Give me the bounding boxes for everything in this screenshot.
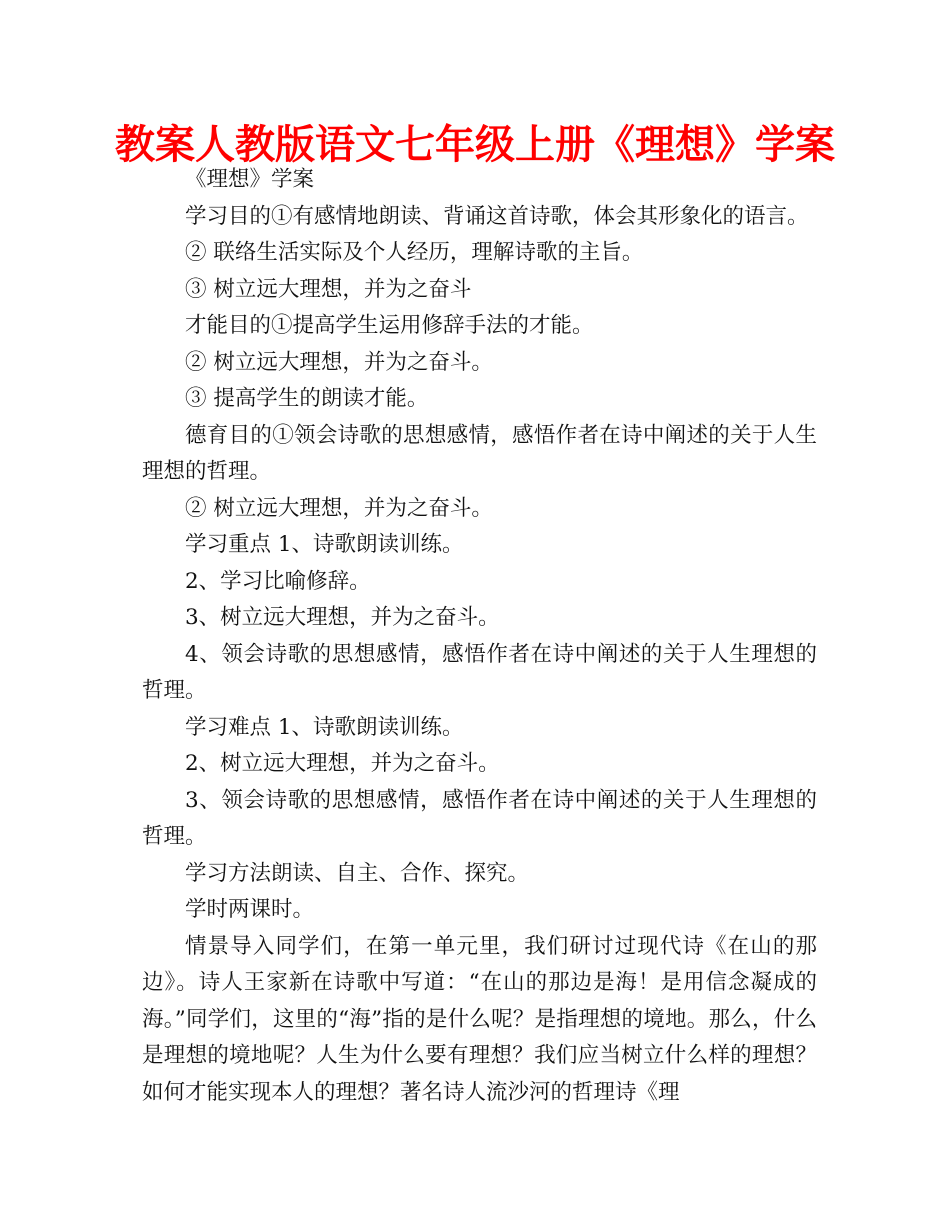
paragraph: 学习重点 1、诗歌朗读训练。 <box>185 532 464 557</box>
paragraph: ② 树立远大理想，并为之奋斗。 <box>185 495 493 521</box>
paragraph: 《理想》学案 <box>185 167 315 192</box>
document-body <box>142 162 817 1111</box>
paragraph: 4、领会诗歌的思想感情，感悟作者在诗中阐述的关于人生理想的哲理。 <box>142 641 817 703</box>
paragraph: 2、树立远大理想，并为之奋斗。 <box>185 751 500 776</box>
paragraph: 3、树立远大理想，并为之奋斗。 <box>185 605 500 630</box>
paragraph: ② 树立远大理想，并为之奋斗。 <box>185 349 493 375</box>
paragraph: 才能目的①提高学生运用修辞手法的才能。 <box>185 313 594 338</box>
paragraph: 情景导入同学们，在第一单元里，我们研讨过现代诗《在山的那边》。诗人王家新在诗歌中写道：“在山的那边是海！是用信念凝成的海。”同学们，这里的“海”指的是什么呢？是指理想的境地。那么，什么是理想的境地呢？人生为什么要有理想？我们应当树立什么样的理想？如何才能实现本人的理想？著名诗人流沙河的哲理诗《理 <box>142 933 817 1105</box>
paragraph: 学习目的①有感情地朗读、背诵这首诗歌，体会其形象化的语言。 <box>185 203 809 229</box>
paragraph: 2、学习比喻修辞。 <box>185 568 371 594</box>
paragraph: 3、领会诗歌的思想感情，感悟作者在诗中阐述的关于人生理想的哲理。 <box>142 787 817 849</box>
paragraph: ③ 提高学生的朗读才能。 <box>185 386 429 411</box>
paragraph: 学习难点 1、诗歌朗读训练。 <box>185 714 464 740</box>
document-title: 教案人教版语文七年级上册《理想》学案 <box>115 122 835 168</box>
paragraph: ③ 树立远大理想，并为之奋斗 <box>185 276 472 302</box>
paragraph: 德育目的①领会诗歌的思想感情，感悟作者在诗中阐述的关于人生理想的哲理。 <box>142 422 817 484</box>
paragraph: 学习方法朗读、自主、合作、探究。 <box>185 860 530 886</box>
paragraph: ② 联络生活实际及个人经历，理解诗歌的主旨。 <box>185 240 644 265</box>
paragraph: 学时两课时。 <box>185 897 315 922</box>
